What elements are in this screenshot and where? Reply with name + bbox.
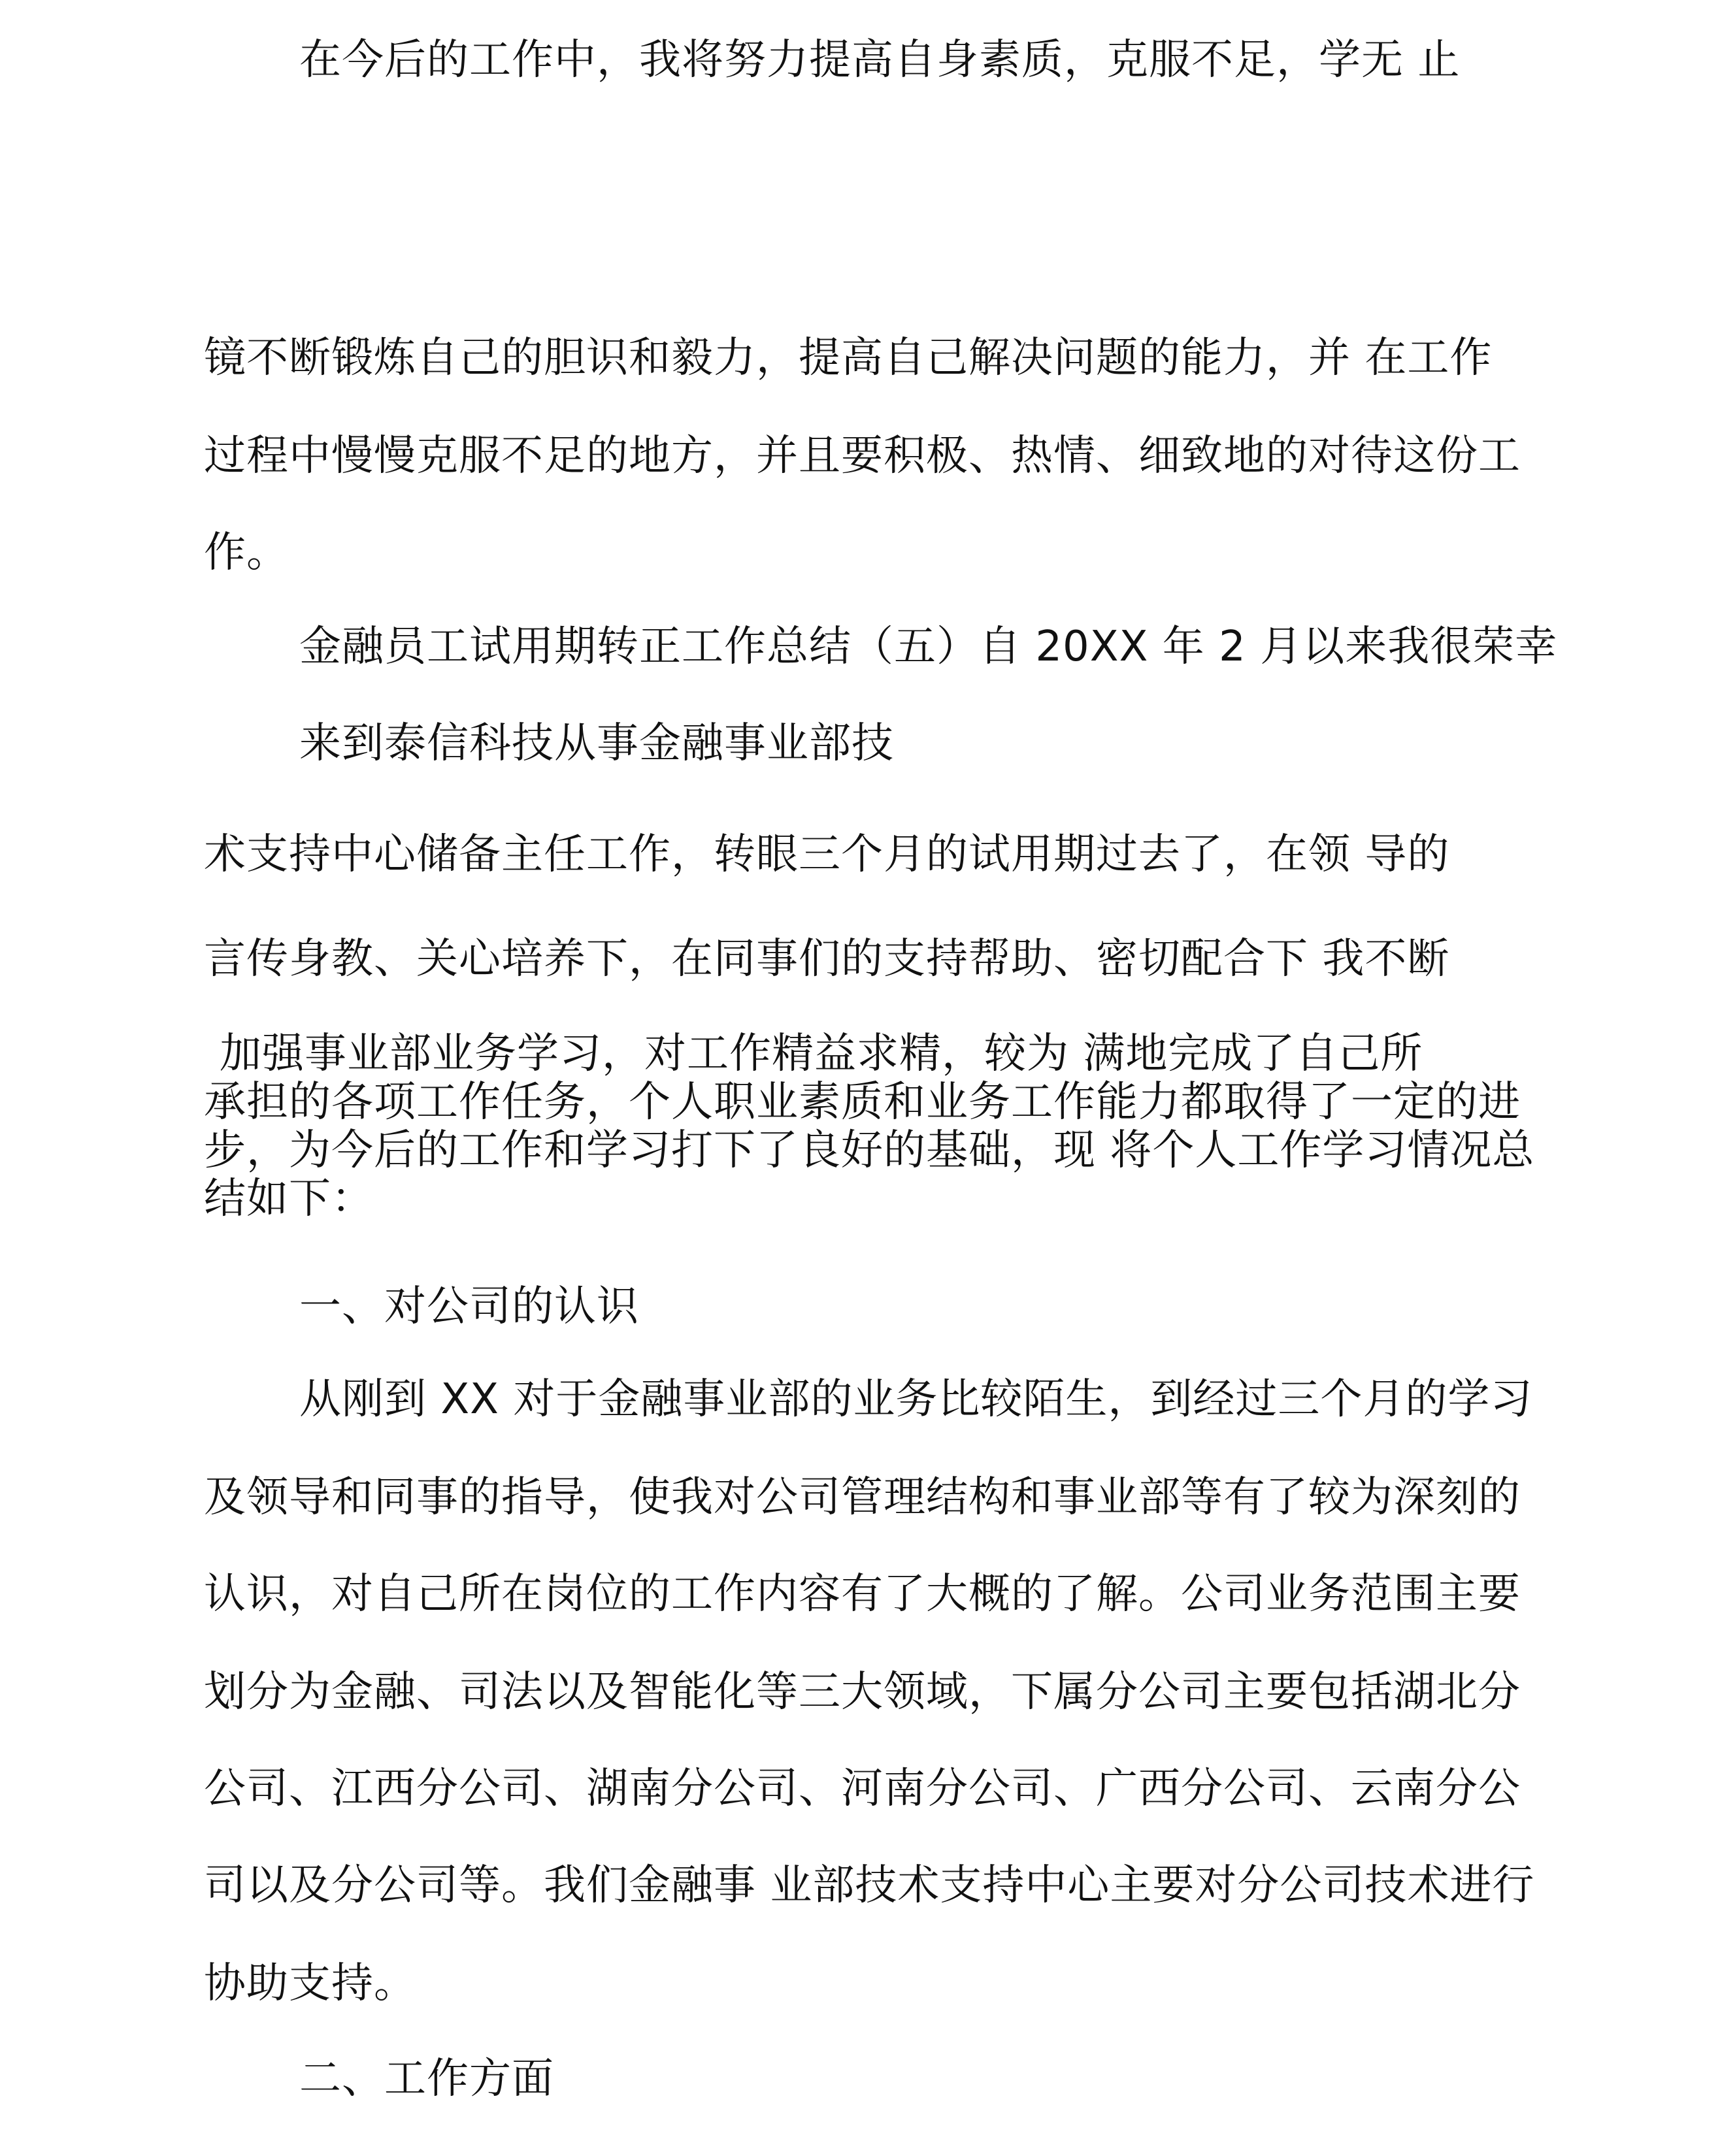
text-line: 从刚到 XX 对于金融事业部的业务比较陌生，到经过三个月的学习 — [299, 1375, 1533, 1424]
text-line: 认识，对自己所在岗位的工作内容有了大概的了解。公司业务范围主要 — [204, 1570, 1521, 1618]
text-line: 加强事业部业务学习，对工作精益求精，较为 满地完成了自己所 — [220, 1030, 1423, 1078]
text-line: 承担的各项工作任务，个人职业素质和业务工作能力都取得了一定的进 — [204, 1078, 1521, 1126]
text-line: 术支持中心储备主任工作，转眼三个月的试用期过去了，在领 导的 — [204, 830, 1450, 879]
section-heading: 一、对公司的认识 — [299, 1282, 639, 1331]
text-line: 司以及分公司等。我们金融事 业部技术支持中心主要对分公司技术进行 — [204, 1861, 1535, 1910]
text-line: 作。 — [204, 529, 289, 577]
text-line: 在今后的工作中，我将努力提高自身素质，克服不足，学无 止 — [299, 36, 1461, 84]
text-line: 及领导和同事的指导，使我对公司管理结构和事业部等有了较为深刻的 — [204, 1473, 1521, 1522]
text-line: 过程中慢慢克服不足的地方，并且要积极、热情、细致地的对待这份工 — [204, 432, 1521, 480]
text-line: 来到泰信科技从事金融事业部技 — [299, 719, 894, 768]
text-line: 言传身教、关心培养下，在同事们的支持帮助、密切配合下 我不断 — [204, 935, 1450, 983]
text-line: 金融员工试用期转正工作总结（五）自 20XX 年 2 月以来我很荣幸 — [299, 623, 1558, 671]
text-line: 镜不断锻炼自己的胆识和毅力，提高自己解决问题的能力，并 在工作 — [204, 334, 1493, 382]
text-line: 结如下： — [204, 1175, 374, 1223]
text-line: 协助支持。 — [204, 1959, 416, 2008]
section-heading: 二、工作方面 — [299, 2055, 554, 2103]
text-line: 步，为今后的工作和学习打下了良好的基础，现 将个人工作学习情况总 — [204, 1126, 1535, 1175]
text-line: 公司、江西分公司、湖南分公司、河南分公司、广西分公司、云南分公 — [204, 1765, 1521, 1813]
text-line: 划分为金融、司法以及智能化等三大领域，下属分公司主要包括湖北分 — [204, 1668, 1521, 1716]
